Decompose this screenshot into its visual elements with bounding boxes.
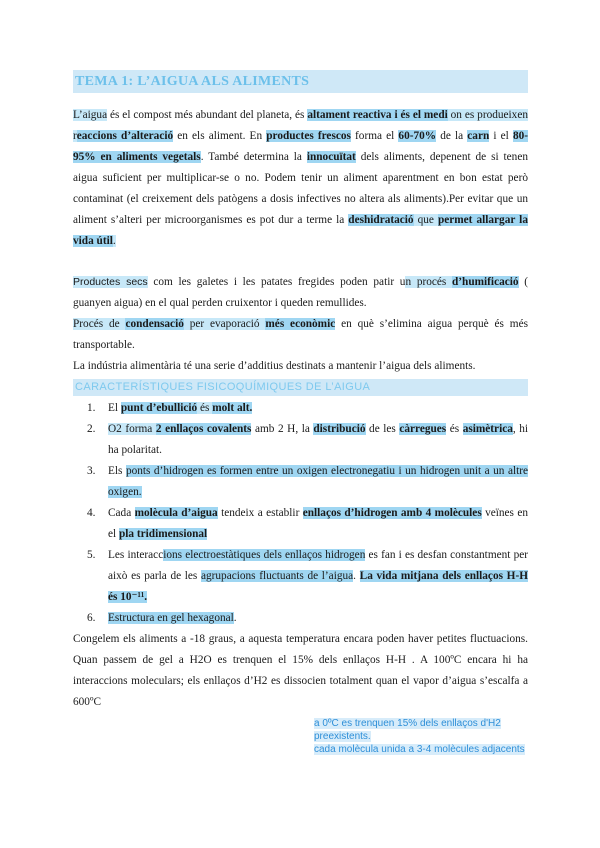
- item-span: O2 forma: [108, 423, 156, 435]
- item-span: càrregues: [399, 423, 447, 435]
- intro-span: que: [413, 214, 438, 226]
- properties-list: [73, 398, 528, 629]
- list-item: [73, 608, 528, 629]
- item-span: ions electroestàtiques dels enllaços hidrogen: [163, 549, 366, 561]
- list-number: 6.: [87, 612, 96, 624]
- item-span: punt d’ebullició: [120, 402, 198, 414]
- condensation-paragraph: [73, 314, 528, 356]
- item-span: molt alt.: [212, 402, 253, 414]
- intro-span: altament reactiva i és el medi: [307, 109, 448, 121]
- item-span: distribució: [313, 423, 366, 435]
- item-span: pla tridimensional: [118, 528, 208, 540]
- handwritten-notes: [314, 717, 544, 756]
- item-span: Estructura en gel hexagonal: [108, 612, 234, 624]
- list-number: 4.: [87, 507, 96, 519]
- p3-span: Procés de: [73, 318, 126, 330]
- list-item: [73, 419, 528, 461]
- item-span: molècula d’aigua: [134, 507, 218, 519]
- p3-span: en què s’elimina aigua perquè és més transportable.: [73, 318, 528, 351]
- intro-span: dels aliments, depenent de si tenen aigua suficient per multiplicar-se o no. Podem tenir un aliment aparentment en bon estat però contaminat (el creixement dels patògens a dosis infectives no altera als aliments).Per evitar que un aliment s’alteri per microorganismes es pot dur a terme la: [73, 151, 528, 226]
- intro-paragraph: [73, 105, 528, 252]
- intro-span: deshidratació: [348, 214, 414, 226]
- list-number: 1.: [87, 402, 96, 414]
- item-span: és: [446, 423, 463, 435]
- closing-paragraph: Congelem els aliments a -18 graus, a aquesta temperatura encara poden haver petites fluctuacions. Quan passem de gel a H2O es trenquen el 15% dels enllaços H-H . A 100ºC encara hi ha interaccions moleculars; els enllaços d’H2 es dissocien totalment quan el vapor d’aigua s’escalfa a 600ºC: [73, 633, 528, 708]
- document-page: [73, 70, 528, 713]
- p2-span: Productes secs: [73, 276, 148, 288]
- item-span: El: [108, 402, 121, 414]
- section-heading: CARACTERÍSTIQUES FISICOQUÍMIQUES DE L’AIGUA: [73, 379, 528, 396]
- note-line: a 0ºC es trenquen 15% dels enllaços d'H2: [314, 718, 501, 729]
- item-span: Els: [108, 465, 126, 477]
- p3-span: condensació: [125, 318, 184, 330]
- list-number: 2.: [87, 423, 96, 435]
- intro-span: és el compost més abundant del planeta, és: [107, 109, 308, 121]
- intro-span: .: [112, 235, 116, 247]
- note-line: preexistents.: [314, 731, 371, 742]
- intro-span: . També determina la: [200, 151, 307, 163]
- item-span: .: [353, 570, 360, 582]
- item-span: ponts d’hidrogen es formen entre un oxigen electronegatiu i un hidrogen unit a un altre oxigen.: [108, 465, 529, 498]
- list-number: 5.: [87, 549, 96, 561]
- item-span: asimètrica: [462, 423, 513, 435]
- item-span: es fan i es desfan constantment per això es parla de les: [108, 549, 528, 582]
- intro-span: innocuïtat: [306, 151, 356, 163]
- list-item: [73, 545, 528, 608]
- intro-span: productes frescos: [266, 130, 351, 142]
- intro-span: de la: [436, 130, 468, 142]
- item-span: Cada: [108, 507, 135, 519]
- page-title: TEMA 1: L’AIGUA ALS ALIMENTS: [73, 70, 528, 93]
- additives-paragraph: La indústria alimentària té una serie d’additius destinats a mantenir l’aigua dels aliments.: [73, 360, 476, 372]
- intro-span: 80-95% en aliments vegetals: [73, 130, 528, 163]
- item-span: tendeix a establir: [217, 507, 303, 519]
- dry-products-paragraph: [73, 272, 528, 314]
- intro-span: on es produeixen r: [73, 109, 528, 142]
- p3-span: per evaporació: [183, 318, 266, 330]
- intro-span: 60-70%: [398, 130, 437, 142]
- item-span: , hi ha polaritat.: [108, 423, 529, 456]
- p2-span: com les galetes i les patates fregides poden patir u: [147, 276, 406, 288]
- item-span: Les interacc: [108, 549, 164, 561]
- item-span: La vida mitjana dels enllaços H-H és 10⁻¹¹.: [108, 570, 528, 603]
- p2-span: ( guanyen aigua) en el qual perden cruixentor i queden remullides.: [73, 276, 529, 309]
- intro-span: carn: [467, 130, 490, 142]
- list-item: [73, 398, 528, 419]
- intro-span: en els aliment. En: [173, 130, 267, 142]
- item-span: és: [197, 402, 213, 414]
- item-span: agrupacions fluctuants de l’aigua: [200, 570, 354, 582]
- list-item: [73, 461, 528, 503]
- p2-span: d’humificació: [452, 276, 519, 288]
- intro-span: L’aigua: [73, 109, 108, 121]
- p2-span: n procés: [405, 276, 453, 288]
- item-span: veïnes en el: [108, 507, 528, 540]
- item-span: amb 2 H, la: [251, 423, 314, 435]
- note-line: cada molècula unida a 3-4 molècules adjacents: [314, 744, 525, 755]
- item-span: de les: [365, 423, 400, 435]
- intro-span: i el: [489, 130, 513, 142]
- intro-span: permet allargar la vida útil: [73, 214, 528, 247]
- intro-span: forma el: [350, 130, 399, 142]
- item-span: .: [233, 612, 237, 624]
- item-span: enllaços d’hidrogen amb 4 molècules: [302, 507, 482, 519]
- p3-span: més econòmic: [265, 318, 336, 330]
- list-item: [73, 503, 528, 545]
- list-number: 3.: [87, 465, 96, 477]
- item-span: 2 enllaços covalents: [155, 423, 252, 435]
- intro-span: eaccions d’alteració: [76, 130, 174, 142]
